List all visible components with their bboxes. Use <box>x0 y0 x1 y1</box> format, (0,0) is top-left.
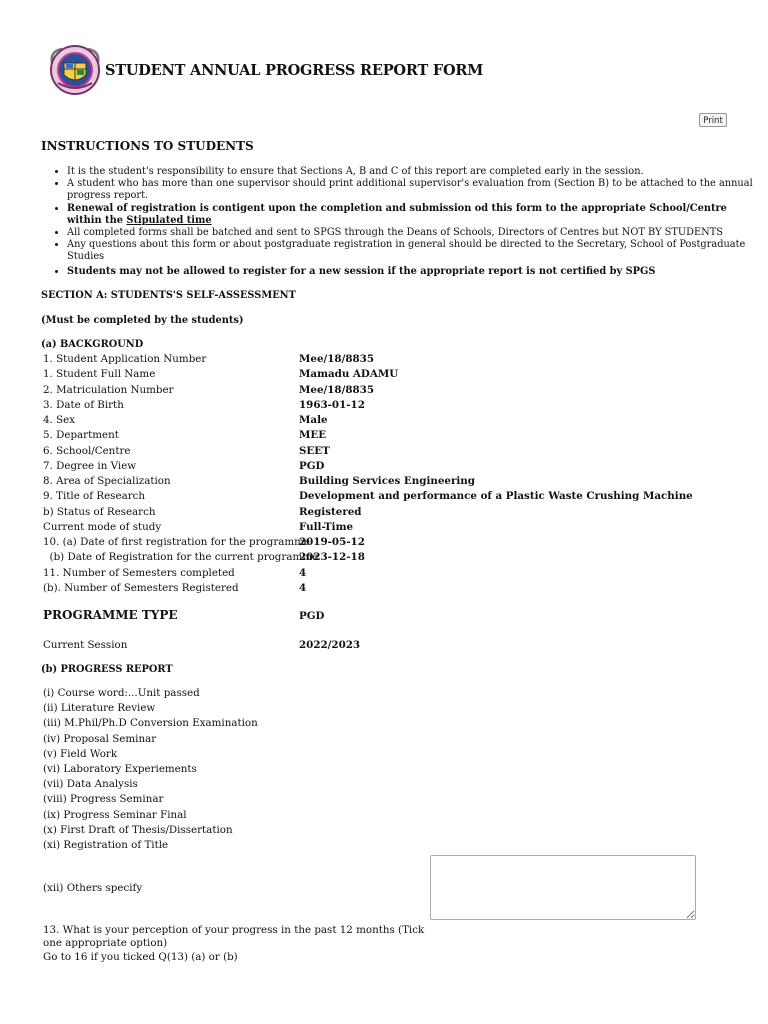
instruction-item <box>67 266 757 278</box>
row-label: (b) Date of Registration for the current programme <box>43 551 319 564</box>
row-value: Registered <box>299 505 362 518</box>
instruction-text: Any questions about this form or about postgraduate registration in general should be directed to the Secretary, School of Postgraduate Studies <box>67 239 746 263</box>
row-label: (b). Number of Semesters Registered <box>43 581 239 594</box>
current-session-label: Current Session <box>43 639 128 651</box>
progress-item: (iv) Proposal Seminar <box>43 732 157 745</box>
progress-item: (xi) Registration of Title <box>43 838 169 851</box>
instruction-text: A student who has more than one supervisor should print additional supervisor's evaluation from (Section B) to be attached to the annual progress report. <box>67 178 753 202</box>
row-value: 4 <box>299 581 307 594</box>
instruction-item <box>67 166 757 178</box>
instruction-text: Renewal of registration is contigent upon the completion and submission od this form to the appropriate School/Centre within the <box>67 202 727 226</box>
row-value: 1963-01-12 <box>299 398 365 411</box>
others-specify-textarea[interactable] <box>430 855 696 920</box>
question-13: 13. What is your perception of your progress in the past 12 months (Tick one appropriate option) <box>43 924 425 949</box>
others-specify-label: (xii) Others specify <box>43 882 143 894</box>
progress-list <box>43 686 258 853</box>
row-label: 4. Sex <box>43 414 76 426</box>
instructions-heading: INSTRUCTIONS TO STUDENTS <box>41 139 254 153</box>
row-value: Building Services Engineering <box>299 475 475 487</box>
instruction-text: It is the student's responsibility to ensure that Sections A, B and C of this report are completed early in the session. <box>67 166 644 177</box>
row-value: 2023-12-18 <box>299 551 365 564</box>
programme-type-label: PROGRAMME TYPE <box>43 608 178 622</box>
instruction-text: All completed forms shall be batched and sent to SPGS through the Deans of Schools, Directors of Centres but NOT BY STUDENTS <box>67 227 723 239</box>
instruction-text: Students may not be allowed to register for a new session if the appropriate report is not certified by SPGS <box>67 265 656 277</box>
progress-item: (viii) Progress Seminar <box>43 793 164 806</box>
row-label: 7. Degree in View <box>43 459 137 472</box>
programme-type-value: PGD <box>299 610 325 622</box>
row-value: Male <box>299 414 328 426</box>
row-label: 9. Title of Research <box>43 490 146 503</box>
progress-item: (i) Course word:...Unit passed <box>43 687 200 699</box>
instruction-item <box>67 227 757 239</box>
section-a-note: (Must be completed by the students) <box>41 315 244 326</box>
row-value: Mee/18/8835 <box>299 383 375 396</box>
row-value: SEET <box>299 444 330 457</box>
goto-instruction: Go to 16 if you ticked Q(13) (a) or (b) <box>43 951 238 963</box>
row-label: 6. School/Centre <box>43 444 131 457</box>
row-value: Mee/18/8835 <box>299 353 375 365</box>
print-button[interactable]: Print <box>699 113 727 127</box>
row-label: 8. Area of Specialization <box>43 475 171 487</box>
progress-item: (x) First Draft of Thesis/Dissertation <box>43 823 233 836</box>
page-title: STUDENT ANNUAL PROGRESS REPORT FORM <box>105 62 484 79</box>
row-value: 4 <box>299 566 307 579</box>
row-label: 5. Department <box>43 429 119 442</box>
instructions-list <box>41 166 757 278</box>
instruction-item <box>67 178 757 202</box>
row-label: 10. (a) Date of first registration for the programme <box>43 536 311 548</box>
progress-item: (iii) M.Phil/Ph.D Conversion Examination <box>43 717 258 730</box>
row-label: 2. Matriculation Number <box>43 383 174 396</box>
progress-item: (ii) Literature Review <box>43 702 156 715</box>
progress-report-heading: (b) PROGRESS REPORT <box>41 664 173 675</box>
progress-item: (vi) Laboratory Experiements <box>43 762 197 775</box>
row-value: Development and performance of a Plastic Waste Crushing Machine <box>299 490 693 503</box>
instruction-item <box>67 203 757 227</box>
row-value: 2019-05-12 <box>299 536 365 548</box>
stipulated-time-link: Stipulated time <box>126 214 212 226</box>
row-label: 1. Student Full Name <box>43 368 156 381</box>
row-label: Current mode of study <box>43 520 162 533</box>
university-crest-icon <box>48 43 102 97</box>
row-label: 3. Date of Birth <box>43 398 124 411</box>
row-label: 1. Student Application Number <box>43 353 207 365</box>
row-value: MEE <box>299 429 327 442</box>
progress-item: (ix) Progress Seminar Final <box>43 808 187 821</box>
instruction-item <box>67 239 757 263</box>
current-session-value: 2022/2023 <box>299 639 361 651</box>
section-a-heading: SECTION A: STUDENTS'S SELF-ASSESSMENT <box>41 290 296 301</box>
progress-item: (v) Field Work <box>43 747 118 760</box>
row-value: PGD <box>299 459 325 472</box>
row-label: 11. Number of Semesters completed <box>43 566 235 579</box>
background-heading: (a) BACKGROUND <box>41 339 144 350</box>
row-label: b) Status of Research <box>43 505 156 518</box>
row-value: Full-Time <box>299 520 354 533</box>
progress-item: (vii) Data Analysis <box>43 778 138 791</box>
row-value: Mamadu ADAMU <box>299 368 399 381</box>
